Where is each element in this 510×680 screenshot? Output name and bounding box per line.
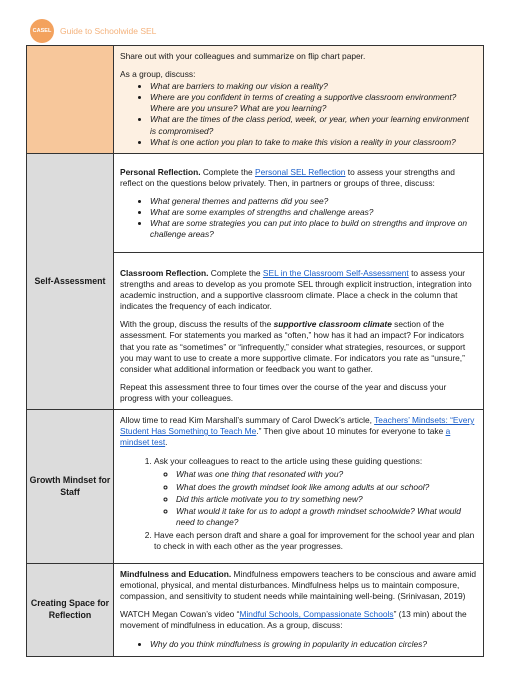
list-item: • What are some examples of strengths and challenge areas? <box>150 207 477 218</box>
personal-sel-reflection-link[interactable]: Personal SEL Reflection <box>254 167 346 177</box>
growth-mindset-cell <box>114 410 484 564</box>
classroom-self-assessment-link[interactable]: SEL in the Classroom Self-Assessment <box>262 268 409 278</box>
discussion-list <box>120 81 477 148</box>
list-item: • Where are you confident in terms of creating a supportive classroom environment? Where are you unsure? What are you learning? <box>150 92 477 114</box>
table-row <box>27 410 484 564</box>
table-row <box>27 564 484 657</box>
classroom-reflection-cell <box>114 253 484 410</box>
guiding-questions-list <box>154 469 477 527</box>
personal-reflection-text: Personal Reflection. Complete the Personal SEL Reflection to assess your strengths and reflect on the questions below privately. Then, in partners or groups of three, discuss: <box>120 167 455 189</box>
discussion-cell <box>114 46 484 154</box>
list-item: • What is one action you plan to take to make this vision a reality in your classroom? <box>150 137 477 148</box>
mindfulness-text: Mindfulness and Education. Mindfulness empowers teachers to be conscious and aware amid emotional, physical, and mental disturbances. Mindfulness helps us to maintain composure, compassion, and sensitivity to student needs while maintaining well-being. (Srinivasan, 2019) <box>120 569 477 602</box>
list-item: 1. Ask your colleagues to react to the article using these guiding questions: ◦ What was one thing that resonated with you? ◦ What does the growth mindset look like among adults at our school? ◦ Did this article motivate you to try something new? ◦ What would it take for us to adopt a growth mindset schoolwide? What would need to change? <box>154 456 477 528</box>
classroom-reflection-text: Classroom Reflection. Complete the SEL in the Classroom Self-Assessment to assess your strengths and areas to develop as you promote SEL through explicit instruction, integration into academic instruction, and a supportive classroom climate. Place a check in the column that indicates the frequency of each indicator. <box>120 268 472 312</box>
video-text: WATCH Megan Cowan’s video “Mindful Schools, Compassionate Schools” (13 min) about the movement of mindfulness in education. As a group, discuss: <box>120 609 467 631</box>
activities-table <box>26 45 484 657</box>
list-item: ◦ What was one thing that resonated with you? <box>176 469 477 480</box>
casel-logo: CASEL <box>30 19 54 43</box>
reflection-cell <box>114 564 484 657</box>
list-item: • What are the times of the class period, week, or year, when your learning environment is compromised? <box>150 114 477 136</box>
list-item: 2. Have each person draft and share a goal for improvement for the school year and plan to check in with each other as the year progresses. <box>154 530 477 552</box>
list-item: ◦ What does the growth mindset look like among adults at our school? <box>176 482 477 493</box>
list-item: • What are barriers to making our vision a reality? <box>150 81 477 92</box>
teachers-mindsets-article-link[interactable]: Teachers’ Mindsets: “Every Student Has Something to Teach Me <box>120 415 475 437</box>
classroom-discussion-text: With the group, discuss the results of the supportive classroom climate section of the assessment. For statements you marked as “often,” how has it had an impact? For indicators that you rate as “sometimes” or “infrequently,” consider what strategies, resources, or support you may want to use to create a more supportive climate. For indicators you rate as “unsure,” consider what additional information or feedback you want to gather. <box>120 319 466 374</box>
mindful-schools-video-link[interactable]: Mindful Schools, Compassionate Schools <box>239 609 394 620</box>
personal-reflection-cell <box>114 154 484 253</box>
growth-steps-list <box>120 456 477 552</box>
mindset-test-link[interactable]: a mindset test <box>120 426 451 448</box>
row-label-reflection: Creating Space for Reflection <box>27 564 114 657</box>
mindfulness-questions-list <box>120 639 477 650</box>
share-out-text: Share out with your colleagues and summarize on flip chart paper. <box>120 51 366 61</box>
list-item: • What are some strategies you can put into place to build on strengths and improve on challenge areas? <box>150 218 477 240</box>
header-title: Guide to Schoolwide SEL <box>60 26 157 36</box>
table-row <box>27 154 484 253</box>
row-label-empty <box>27 46 114 154</box>
page-header <box>30 18 156 44</box>
list-item: ◦ What would it take for us to adopt a growth mindset schoolwide? What would need to change? <box>176 506 477 528</box>
discuss-prompt: As a group, discuss: <box>120 69 196 80</box>
table-row <box>27 46 484 154</box>
personal-questions-list <box>120 196 477 240</box>
growth-intro-text: Allow time to read Kim Marshall’s summary of Carol Dweck’s article, Teachers’ Mindsets: “Every Student Has Something to Teach Me.” Then give about 10 minutes for everyone to take a mindset test. <box>120 415 475 448</box>
row-label-growth-mindset: Growth Mindset for Staff <box>27 410 114 564</box>
list-item: ◦ Did this article motivate you to try something new? <box>176 494 477 505</box>
list-item: • What general themes and patterns did you see? <box>150 196 477 207</box>
list-item: • Why do you think mindfulness is growing in popularity in education circles? <box>150 639 477 650</box>
repeat-assessment-text: Repeat this assessment three to four times over the course of the year and discuss your progress with your colleagues. <box>120 381 447 403</box>
row-label-self-assessment: Self-Assessment <box>27 154 114 410</box>
